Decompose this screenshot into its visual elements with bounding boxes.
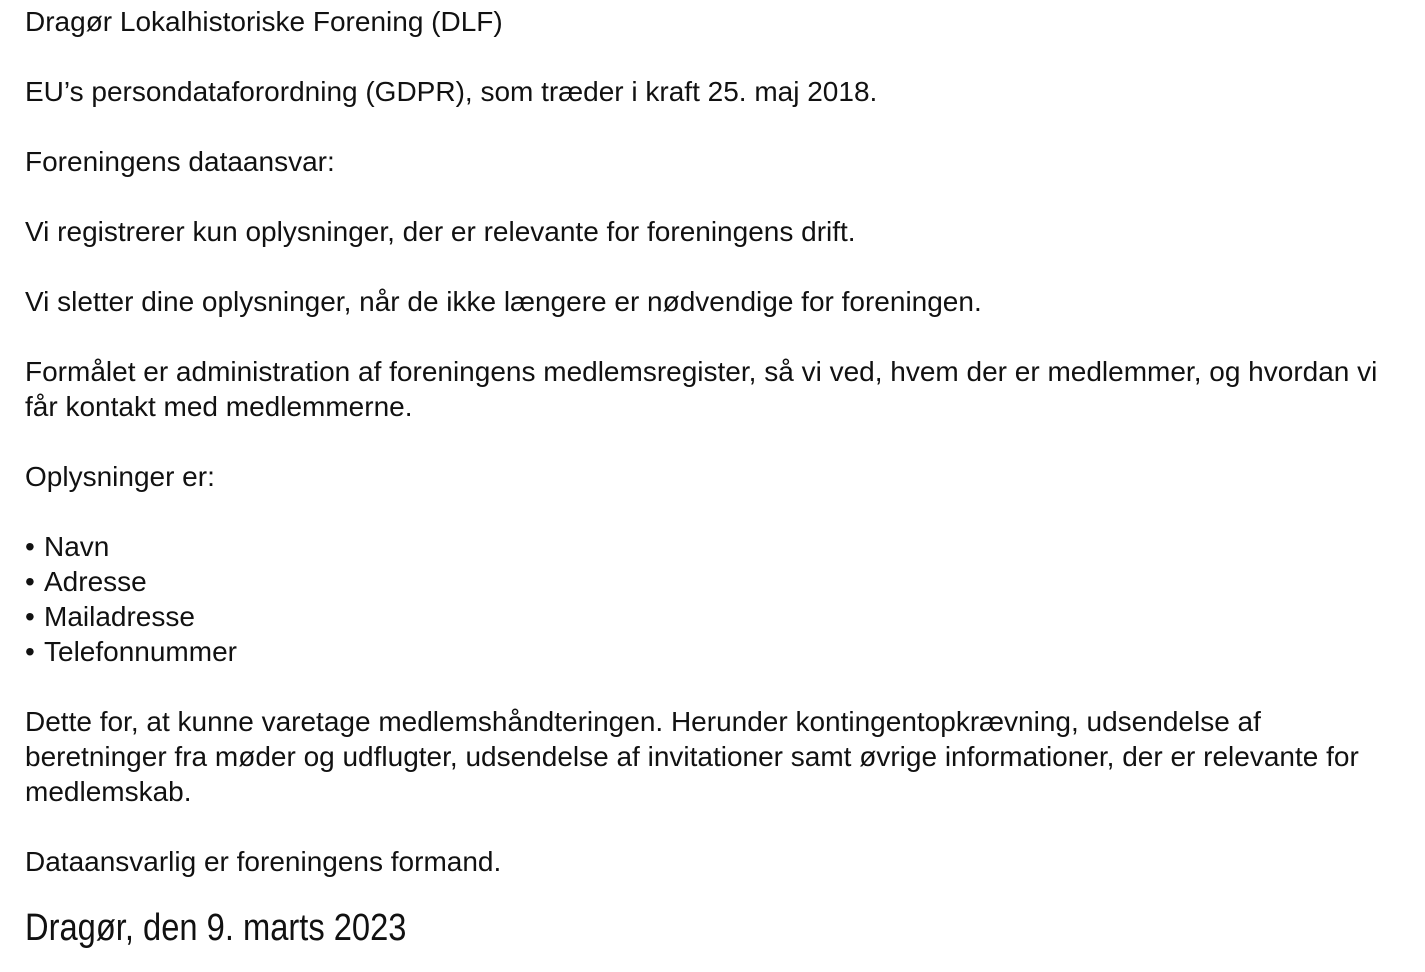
paragraph-purpose: Formålet er administration af foreningens medlemsregister, så vi ved, hvem der er medlemmer, og hvordan vi får kontakt med medlemmerne. (25, 356, 1378, 422)
spacer (25, 319, 1395, 354)
responsible-role: formand. (390, 846, 502, 877)
spacer (25, 39, 1395, 74)
gdpr-intro: EU’s persondataforordning (GDPR), som træder i kraft 25. maj 2018. (25, 76, 878, 107)
spacer (25, 109, 1395, 144)
spacer (25, 494, 1395, 529)
spacer (25, 669, 1395, 704)
data-list (25, 529, 1395, 669)
list-item (25, 599, 1395, 634)
spacer (25, 424, 1395, 459)
list-item-label: Adresse (44, 566, 147, 597)
list-item-label: Telefonnummer (44, 636, 237, 667)
list-item-label: Mailadresse (44, 601, 195, 632)
section-heading: Foreningens dataansvar: (25, 146, 335, 177)
list-item (25, 529, 1395, 564)
bullet-icon: • (25, 566, 35, 597)
list-item-label: Navn (44, 531, 110, 562)
gdpr-document (25, 4, 1395, 879)
spacer (25, 179, 1395, 214)
spacer (25, 809, 1395, 844)
responsible-prefix: Dataansvarlig er foreningens (25, 846, 383, 877)
bullet-icon: • (25, 531, 35, 562)
list-heading: Oplysninger er: (25, 461, 215, 492)
paragraph-delete: Vi sletter dine oplysninger, når de ikke længere er nødvendige for foreningen. (25, 286, 982, 317)
bullet-icon: • (25, 601, 35, 632)
responsible-line (25, 844, 1395, 879)
list-item (25, 564, 1395, 599)
paragraph-usage: Dette for, at kunne varetage medlemshåndteringen. Herunder kontingentopkrævning, udsendelse af beretninger fra møder og udflugter, udsendelse af invitationer samt øvrige informationer, der er relevante for medlemskab. (25, 706, 1359, 807)
spacer (25, 249, 1395, 284)
document-header: Dragør Lokalhistoriske Forening (DLF) (25, 6, 503, 37)
bullet-icon: • (25, 636, 35, 667)
place-date: Dragør, den 9. marts 2023 (25, 907, 407, 949)
paragraph-register: Vi registrerer kun oplysninger, der er relevante for foreningens drift. (25, 216, 856, 247)
list-item (25, 634, 1395, 669)
